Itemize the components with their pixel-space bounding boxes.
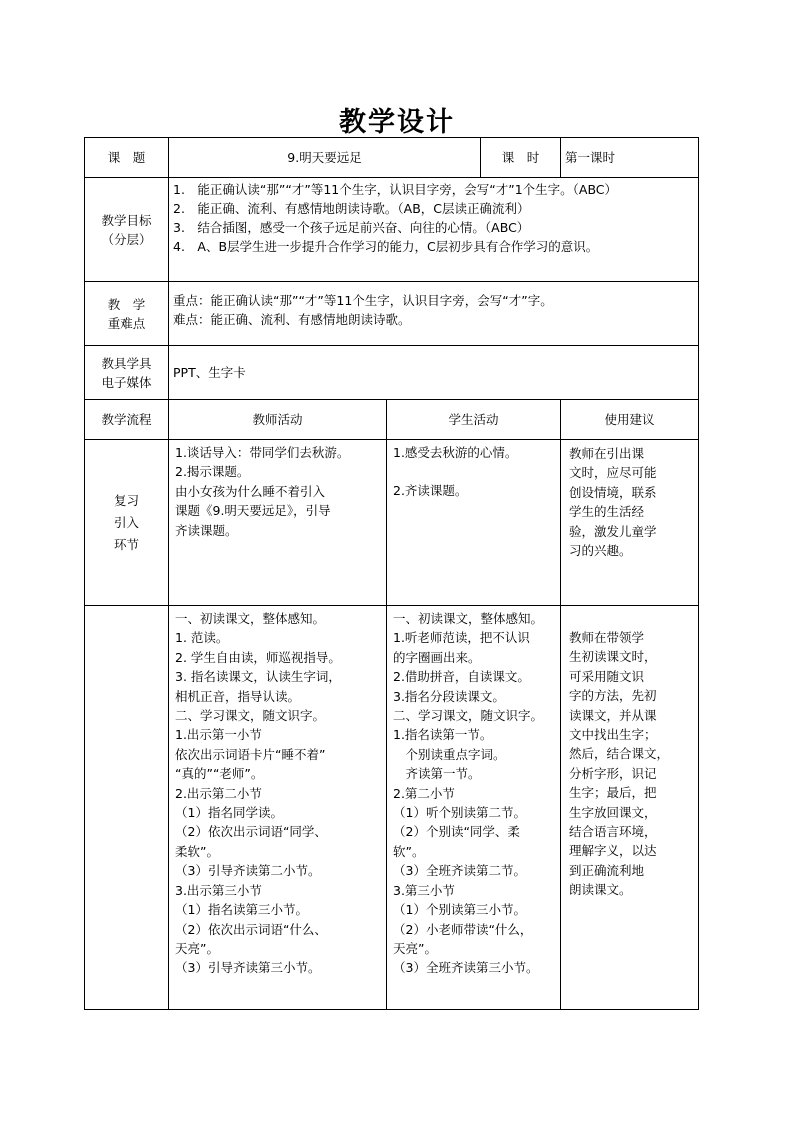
- flow-header-teacher: 教师活动: [169, 400, 387, 440]
- stage2-teacher: [169, 606, 387, 1010]
- stage1-label-line: 环节: [113, 536, 139, 552]
- stage2-teacher-line: 3. 指名读课文，认读生字词，: [175, 669, 341, 685]
- flow-header-process: 教学流程: [85, 400, 169, 440]
- stage2-teacher-line: （1）指名读第三小节。: [175, 902, 308, 918]
- key-points-label-line: 重难点: [107, 315, 146, 331]
- stage2-student-line: （3）全班齐读第二节。: [393, 863, 526, 879]
- objectives-label-line: 教学目标: [101, 212, 152, 228]
- stage1-suggestion-line: 习的兴趣。: [569, 543, 632, 559]
- lesson-plan-table: [84, 137, 699, 1010]
- stage1-suggestion-line: 验，激发儿童学: [569, 523, 657, 539]
- objectives-label-line: （分层）: [101, 231, 152, 247]
- objective-item: 1. 能正确认读“那”“才”等11个生字，认识目字旁，会写“才”1个生字。（ABC）: [173, 182, 618, 197]
- stage2-suggestion-line: 文中找出生字；: [569, 727, 657, 743]
- key-points-content: [169, 282, 699, 346]
- stage2-row: [85, 606, 699, 1010]
- stage2-suggestion-line: 分析字形，识记: [569, 765, 657, 781]
- stage2-suggestion-line: 理解字义，以达: [569, 843, 657, 859]
- key-point-item: 难点：能正确、流利、有感情地朗读诗歌。: [173, 312, 411, 327]
- stage2-student-line: （1）听个别读第二节。: [393, 805, 526, 821]
- period-value: 第一课时: [561, 138, 699, 178]
- key-points-label: [85, 282, 169, 346]
- stage2-teacher-line: “真的”“老师”。: [175, 766, 264, 782]
- objective-item: 2. 能正确、流利、有感情地朗读诗歌。（AB，C层读正确流利）: [173, 201, 530, 216]
- stage1-teacher-line: 2.揭示课题。: [175, 464, 250, 480]
- stage2-teacher-line: （3）引导齐读第二小节。: [175, 863, 321, 879]
- stage2-student-line: 齐读第一节。: [393, 766, 481, 782]
- stage1-suggestion: [561, 440, 699, 606]
- stage2-student-line: 一、初读课文，整体感知。: [393, 611, 544, 626]
- stage1-label-line: 引入: [113, 514, 139, 530]
- stage2-suggestion-line: 朗读课文。: [569, 882, 632, 898]
- stage1-suggestion-line: 文时，应尽可能: [569, 465, 657, 481]
- period-label: 课 时: [481, 138, 561, 178]
- media-label: [85, 346, 169, 400]
- document-title: 教学设计: [339, 107, 455, 138]
- stage2-suggestion-line: 然后，结合课文，: [569, 746, 670, 762]
- stage1-row: [85, 440, 699, 606]
- stage2-suggestion-line: 读课文，并从课: [569, 707, 657, 723]
- media-value: PPT、生字卡: [169, 346, 699, 400]
- stage2-teacher-line: 相机正音，指导认读。: [175, 688, 301, 704]
- key-points-row: [85, 282, 699, 346]
- stage2-suggestion-line: 字的方法，先初: [569, 688, 657, 704]
- stage1-student-line: [393, 462, 556, 481]
- flow-header-suggestion: 使用建议: [561, 400, 699, 440]
- stage2-teacher-line: （2）依次出示词语“同学、: [175, 824, 327, 840]
- stage2-student-line: 的字圈画出来。: [393, 649, 481, 665]
- stage2-teacher-line: 天亮”。: [175, 940, 219, 956]
- stage2-student-line: 2.第二小节: [393, 785, 455, 801]
- stage1-teacher-line: 齐读课题。: [175, 522, 238, 538]
- stage2-student-line: 3.指名分段读课文。: [393, 688, 505, 704]
- stage1-suggestion-line: 学生的生活经: [569, 504, 645, 520]
- stage2-student-line: （1）个别读第三小节。: [393, 902, 526, 918]
- stage2-teacher-line: 2.出示第二小节: [175, 785, 262, 801]
- stage2-student-line: 1.指名读第一节。: [393, 727, 493, 743]
- stage1-teacher-line: 1.谈话导入：带同学们去秋游。: [175, 445, 350, 460]
- stage2-suggestion: [561, 606, 699, 1010]
- stage1-student-line: 2.齐读课题。: [393, 483, 468, 499]
- stage1-label-line: 复习: [113, 492, 139, 508]
- stage1-label: [85, 440, 169, 606]
- stage2-student-line: 2.借助拼音，自读课文。: [393, 669, 530, 685]
- stage2-teacher-line: 柔软”。: [175, 843, 219, 859]
- stage2-label: [85, 606, 169, 1010]
- stage2-teacher-line: 2. 学生自由读，师巡视指导。: [175, 649, 341, 665]
- objectives-label: [85, 178, 169, 282]
- stage2-suggestion-line: 到正确流利地: [569, 862, 645, 878]
- stage2-student-line: 软”。: [393, 843, 425, 859]
- stage2-teacher-line: 依次出示词语卡片“睡不着”: [175, 746, 326, 762]
- topic-value: 9.明天要远足: [169, 138, 481, 178]
- stage2-teacher-line: 1.出示第一小节: [175, 727, 262, 743]
- stage2-teacher-line: 1. 范读。: [175, 630, 229, 646]
- stage2-teacher-line: （1）指名同学读。: [175, 805, 283, 821]
- stage1-student: [387, 440, 561, 606]
- objectives-row: [85, 178, 699, 282]
- stage2-suggestion-line: 教师在带领学: [569, 630, 645, 645]
- stage1-student-line: 1.感受去秋游的心情。: [393, 445, 518, 460]
- stage1-suggestion-line: 创设情境，联系: [569, 484, 657, 500]
- media-label-line: 教具学具: [101, 355, 152, 371]
- stage1-teacher: [169, 440, 387, 606]
- flow-header-row: [85, 400, 699, 440]
- objective-item: 3. 结合插图，感受一个孩子远足前兴奋、向往的心情。（ABC）: [173, 220, 530, 235]
- stage2-teacher-line: （3）引导齐读第三小节。: [175, 960, 321, 976]
- stage2-suggestion-line: 结合语言环境，: [569, 824, 657, 840]
- stage2-student-line: （2）个别读“同学、柔: [393, 824, 520, 840]
- topic-row: [85, 138, 699, 178]
- stage2-student-line: 1.听老师范读，把不认识: [393, 630, 530, 646]
- stage2-suggestion-line: 生初读课文时，: [569, 649, 657, 665]
- stage2-student-line: （3）全班齐读第三小节。: [393, 960, 539, 976]
- stage1-suggestion-line: 教师在引出课: [569, 446, 645, 461]
- stage1-teacher-line: 由小女孩为什么睡不着引入: [175, 483, 326, 499]
- stage2-suggestion-line: 生字放回课文，: [569, 804, 657, 820]
- stage2-student-line: 3.第三小节: [393, 882, 455, 898]
- media-row: [85, 346, 699, 400]
- key-point-item: 重点：能正确认读“那”“才”等11个生字，认识目字旁，会写“才”字。: [173, 293, 553, 308]
- stage2-student-line: （2）小老师带读“什么，: [393, 921, 533, 937]
- stage2-teacher-line: 一、初读课文，整体感知。: [175, 611, 326, 626]
- stage2-suggestion-line: 生字；最后，把: [569, 785, 657, 801]
- stage2-teacher-line: 二、学习课文，随文识字。: [175, 708, 326, 724]
- flow-header-student: 学生活动: [387, 400, 561, 440]
- stage2-student-line: 个别读重点字词。: [393, 746, 506, 762]
- stage2-teacher-line: （2）依次出示词语“什么、: [175, 921, 327, 937]
- objectives-content: [169, 178, 699, 282]
- stage2-suggestion-line: 可采用随文识: [569, 668, 645, 684]
- stage2-student-line: 二、学习课文，随文识字。: [393, 708, 544, 724]
- objective-item: 4. A、B层学生进一步提升合作学习的能力，C层初步具有合作学习的意识。: [173, 239, 599, 254]
- stage2-student-line: 天亮”。: [393, 940, 437, 956]
- key-points-label-line: 教 学: [107, 296, 146, 312]
- stage2-student: [387, 606, 561, 1010]
- stage2-teacher-line: 3.出示第三小节: [175, 882, 262, 898]
- stage1-teacher-line: 课题《9.明天要远足》，引导: [175, 503, 331, 519]
- topic-label: 课 题: [85, 138, 169, 178]
- media-label-line: 电子媒体: [101, 374, 152, 390]
